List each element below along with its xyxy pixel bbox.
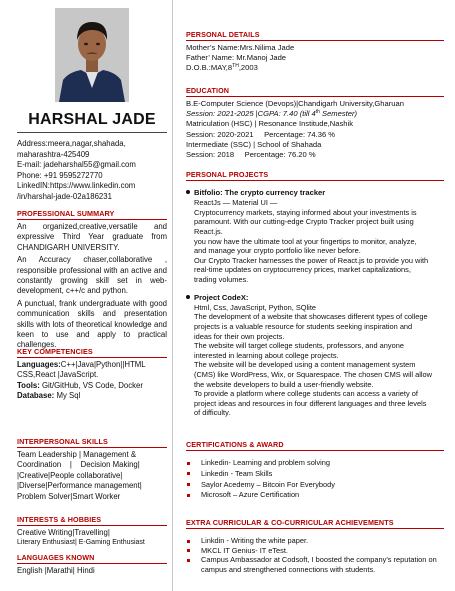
summary-paragraph-2: An Accuracy chaser,collaborative , responsible professional with an active and constantly growing skill set in web-development, c++/c and python. xyxy=(17,255,167,296)
interpersonal-line-5: Problem Solver|Smart Worker xyxy=(17,491,121,501)
education-session-3: Session: 2018 Percentage: 76.20 % xyxy=(186,150,316,160)
certification-item xyxy=(186,469,444,480)
certification-text: Microsoft – Azure Certification xyxy=(201,490,300,500)
project-2-line-2: projects is a valuable resource for students seeking inspiration and xyxy=(194,321,413,331)
tools-label: Tools: xyxy=(17,380,40,390)
bullet-dot-icon xyxy=(186,295,190,299)
project-2-title xyxy=(186,293,444,303)
interpersonal-heading: INTERPERSONAL SKILLS xyxy=(17,437,108,446)
extracurricular-heading: EXTRA CURRICULAR & CO-CURRICULAR ACHIEVEMENTS xyxy=(186,518,394,527)
father-name: Father’ Name: Mr.Manoj Jade xyxy=(186,53,287,63)
project-1-line-8: trading volumes. xyxy=(194,274,249,284)
summary-heading: PROFESSIONAL SUMMARY xyxy=(17,209,115,218)
project-1-line-7: real-time updates on cryptocurrency prices, market capitalizations, xyxy=(194,265,411,275)
bullet-dot-icon xyxy=(186,190,190,194)
bullet-square-icon xyxy=(187,472,190,475)
contact-block xyxy=(17,139,167,203)
profile-photo-graphic xyxy=(55,8,129,102)
summary-section xyxy=(17,209,167,351)
session1-suffix: Semester) xyxy=(319,109,358,119)
project-1-line-5: and manage your crypto portfolio like never before. xyxy=(194,246,361,256)
education-degree: B.E-Computer Science (Devops)|Chandigarh University,Gharuan xyxy=(186,99,404,108)
project-2-title-text: Project CodeX: xyxy=(194,292,249,302)
tools-value: Git/GitHub, VS Code, Docker xyxy=(39,380,143,390)
competencies-database xyxy=(17,391,167,401)
certifications-rule xyxy=(186,450,444,451)
database-label: Database: xyxy=(17,391,55,401)
projects-section xyxy=(186,170,444,418)
profile-photo xyxy=(55,8,129,102)
education-ssc: Intermediate (SSC) | School of Shahada xyxy=(186,139,322,149)
interpersonal-rule xyxy=(17,447,167,448)
project-1-line-1: Cryptocurrency markets, staying informed about your investments is xyxy=(194,207,417,217)
interests-section xyxy=(17,515,167,549)
certifications-list xyxy=(186,458,444,501)
project-2-line-4: The website will target college students, professors, and anyone xyxy=(194,341,404,351)
extracurricular-item xyxy=(186,555,444,574)
extracurricular-list xyxy=(186,536,444,574)
project-2-line-8: the website developers to build a user-friendly website. xyxy=(194,379,374,389)
contact-linkedin-line2[interactable]: /in/harshal-jade-02a186231 xyxy=(17,191,112,201)
contact-address-line2: maharashtra-425409 xyxy=(17,149,90,159)
candidate-name: HARSHAL JADE xyxy=(28,111,156,128)
certification-text: Saylor Acedemy – Bitcoin For Everybody xyxy=(201,479,335,489)
personal-section xyxy=(186,30,444,74)
education-heading: EDUCATION xyxy=(186,86,230,95)
competencies-heading: KEY COMPETENCIES xyxy=(17,347,93,356)
certification-text: Linkedin - Team Skills xyxy=(201,468,273,478)
competencies-rule xyxy=(17,357,167,358)
dob-suffix: ,2003 xyxy=(238,63,258,73)
bullet-square-icon xyxy=(187,540,190,543)
project-1-line-2: paramount. With our cutting-edge Crypto Tracker project built using xyxy=(194,217,414,227)
education-rule xyxy=(186,96,444,97)
certification-item xyxy=(186,490,444,501)
dob-sup: TH xyxy=(232,63,239,70)
extracurricular-item xyxy=(186,536,444,546)
certification-item xyxy=(186,480,444,491)
languages-value-line: English |Marathi| Hindi xyxy=(17,566,95,575)
extracurricular-item xyxy=(186,546,444,556)
project-1-line-3: React.js. xyxy=(194,226,223,236)
personal-rule xyxy=(186,40,444,41)
extracurricular-section xyxy=(186,518,444,574)
bullet-square-icon xyxy=(187,494,190,497)
projects-heading: PERSONAL PROJECTS xyxy=(186,170,269,179)
project-2-line-7: (CMS) like WordPress, Wix, or Squarespace. The chosen CMS will allow xyxy=(194,369,432,379)
interpersonal-line-3: |Creative|People collaborative| xyxy=(17,470,123,480)
languages-value: C++|Java|Python||HTML CSS,React |JavaScript. xyxy=(17,360,146,380)
project-2-line-1: The development of a website that showcases different types of college xyxy=(194,312,428,322)
certifications-section xyxy=(186,440,444,501)
personal-heading: PERSONAL DETAILS xyxy=(186,30,260,39)
project-1-line-4: you now have the ultimate tool at your fingertips to monitor, analyze, xyxy=(194,236,417,246)
project-1-title-text: Bitfolio: The crypto currency tracker xyxy=(194,188,326,197)
date-of-birth xyxy=(186,63,444,73)
competencies-section xyxy=(17,347,167,402)
extracurricular-text: Campus Ambassador at Codsoft, I boosted the company’s reputation on campus and strengthened connections with students. xyxy=(201,555,437,574)
project-2-line-6: The website will be developed using a content management system xyxy=(194,360,416,370)
languages-rule xyxy=(17,563,167,564)
project-1-line-6: Our Crypto Tracker harnesses the power of React.js to provide you with xyxy=(194,255,429,265)
certifications-heading: CERTIFICATIONS & AWARD xyxy=(186,440,284,449)
project-2-stack: Html, Css, JavaScript, Python, SQlite xyxy=(194,302,316,312)
languages-heading: LANGUAGES KNOWN xyxy=(17,553,95,562)
contact-email[interactable]: E-mail: jadeharshal55@gmail.com xyxy=(17,160,136,170)
projects-rule xyxy=(186,180,444,181)
competencies-languages xyxy=(17,360,167,381)
column-divider xyxy=(172,0,173,591)
summary-paragraph-3: A punctual, frank undergraduate with good communication skills and presentation skills with lots of theoretical knowledge and keen to use and apply to practical challenges. xyxy=(17,298,167,350)
interests-line-1: Creative Writing|Travelling| xyxy=(17,528,110,537)
interpersonal-line-2: Coordination | Decision Making| xyxy=(17,460,140,470)
interests-line-2: Literary Enthusiast| E-Gaming Enthusiast xyxy=(17,539,145,547)
bullet-square-icon xyxy=(187,462,190,465)
database-value: My Sql xyxy=(54,391,81,401)
summary-rule xyxy=(17,219,167,220)
contact-phone[interactable]: Phone: +91 9595272770 xyxy=(17,170,103,180)
project-2-line-5: interested in learning about college projects. xyxy=(194,350,339,360)
languages-section xyxy=(17,553,167,576)
project-1-stack: ReactJs — Material UI — xyxy=(194,198,278,208)
dob-prefix: D.O.B.:MAY,8 xyxy=(186,63,233,73)
competencies-tools xyxy=(17,381,167,391)
education-section xyxy=(186,86,444,160)
project-2-line-9: To provide a platform where college students can access a variety of xyxy=(194,389,418,399)
session1-prefix: Session: 2021-2025 |CGPA: 7.40 (till 4 xyxy=(186,109,316,119)
project-1-title xyxy=(186,188,444,198)
project-2-line-3: ideas for their own projects. xyxy=(194,331,285,341)
contact-address-line1: Address:meera,nagar,shahada, xyxy=(17,139,126,148)
extracurricular-text: Linkdin - Writing the white paper. xyxy=(201,536,309,545)
session1-sup: th xyxy=(315,109,320,116)
certification-item xyxy=(186,458,444,469)
interests-rule xyxy=(17,525,167,526)
languages-label: Languages: xyxy=(17,360,61,369)
project-2-line-10: project ideas and resources in four different languages and three levels xyxy=(194,398,427,408)
project-2-line-11: of difficulty. xyxy=(194,408,231,418)
certification-text: Linkedin- Learning and problem solving xyxy=(201,458,331,467)
contact-linkedin-line1[interactable]: LinkedIN:https://www.linkedin.com xyxy=(17,181,136,191)
education-hsc: Matriculation (HSC) | Resonance Institude,Nashik xyxy=(186,119,353,129)
interests-heading: INTERESTS & HOBBIES xyxy=(17,515,102,524)
bullet-square-icon xyxy=(187,549,190,552)
name-divider xyxy=(17,132,167,133)
bullet-square-icon xyxy=(187,559,190,562)
education-session-1 xyxy=(186,109,444,119)
interpersonal-line-1: Team Leadership | Management & xyxy=(17,450,137,459)
interpersonal-section xyxy=(17,437,167,502)
bullet-square-icon xyxy=(187,483,190,486)
summary-paragraph-1: An organized,creative,versatile and expressive Third Year graduate from CHANDIGARH UNIVERSITY. xyxy=(17,222,167,252)
education-session-2: Session: 2020-2021 Percentage: 74.36 % xyxy=(186,129,336,139)
mother-name: Mother’s Name:Mrs.Nilima Jade xyxy=(186,43,295,52)
extracurricular-rule xyxy=(186,528,444,529)
interpersonal-line-4: |Diverse|Performance management| xyxy=(17,481,142,491)
extracurricular-text: MKCL IT Genius- IT eTest. xyxy=(201,545,288,555)
